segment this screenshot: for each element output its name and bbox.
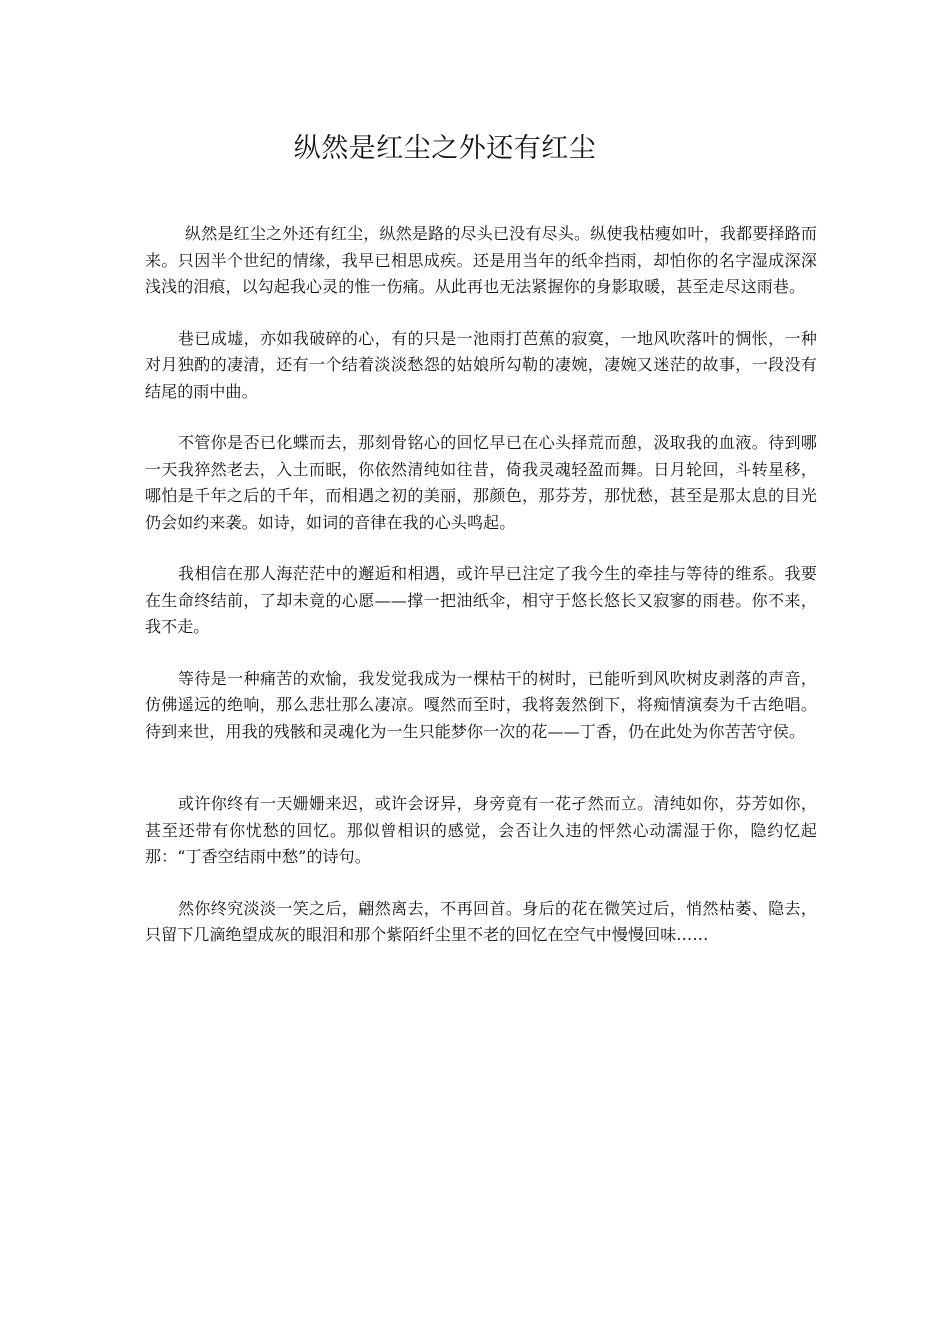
paragraph-2: 巷已成墟，亦如我破碎的心，有的只是一池雨打芭蕉的寂寞，一地风吹落叶的惆怅，一种对月独酌的凄清，还有一个结着淡淡愁怨的姑娘所勾勒的凄婉，凄婉又迷茫的故事，一段没有结尾的雨中曲。 xyxy=(145,328,817,401)
paragraph-7: 然你终究淡淡一笑之后，翩然离去，不再回首。身后的花在微笑过后，悄然枯萎、隐去，只留下几滴绝望成灰的眼泪和那个紫陌纤尘里不老的回忆在空气中慢慢回味…… xyxy=(145,898,817,944)
paragraph-spacer xyxy=(145,536,817,561)
paragraph-spacer xyxy=(145,745,817,791)
paragraph-spacer xyxy=(145,405,817,430)
paragraph-1: 纵然是红尘之外还有红尘，纵然是路的尽头已没有尽头。纵使我枯瘦如叶，我都要择路而来。只因半个世纪的情缘，我早已相思成疾。还是用当年的纸伞挡雨，却怕你的名字湿成深深浅浅的泪痕，以勾起我心灵的惟一伤痛。从此再也无法紧握你的身影取暖，甚至走尽这雨巷。 xyxy=(145,224,817,296)
paragraph-spacer xyxy=(145,641,817,666)
document-title: 纵然是红尘之外还有红尘 xyxy=(293,133,597,164)
paragraph-3: 不管你是否已化蝶而去，那刻骨铭心的回忆早已在心头择荒而憩，汲取我的血液。待到哪一天我猝然老去，入土而眠，你依然清纯如往昔，倚我灵魂轻盈而舞。日月轮回，斗转星移，哪怕是千年之后的千年，而相遇之初的美丽，那颜色，那芬芳，那忧愁，甚至是那太息的目光仍会如约来袭。如诗，如词的音律在我的心头鸣起。 xyxy=(145,433,817,532)
paragraph-spacer xyxy=(145,301,817,326)
paragraph-4: 我相信在那人海茫茫中的邂逅和相遇，或许早已注定了我今生的牵挂与等待的维系。我要在生命终结前，了却未竟的心愿——撑一把油纸伞，相守于悠长悠长又寂寥的雨巷。你不来，我不走。 xyxy=(145,564,817,636)
document-body xyxy=(145,221,817,949)
paragraph-5: 等待是一种痛苦的欢愉，我发觉我成为一棵枯干的树时，已能听到风吹树皮剥落的声音，仿佛遥远的绝响，那么悲壮那么凄凉。嘎然而至时，我将轰然倒下，将痴情演奏为千古绝唱。待到来世，用我的残骸和灵魂化为一生只能梦你一次的花——丁香，仍在此处为你苦苦守侯。 xyxy=(145,668,817,741)
paragraph-6: 或许你终有一天姗姗来迟，或许会讶异，身旁竟有一花孑然而立。清纯如你，芬芳如你，甚至还带有你忧愁的回忆。那似曾相识的感觉，会否让久违的怦然心动濡湿于你，隐约忆起那：“丁香空结雨中愁”的诗句。 xyxy=(145,794,817,866)
paragraph-spacer xyxy=(145,871,817,896)
